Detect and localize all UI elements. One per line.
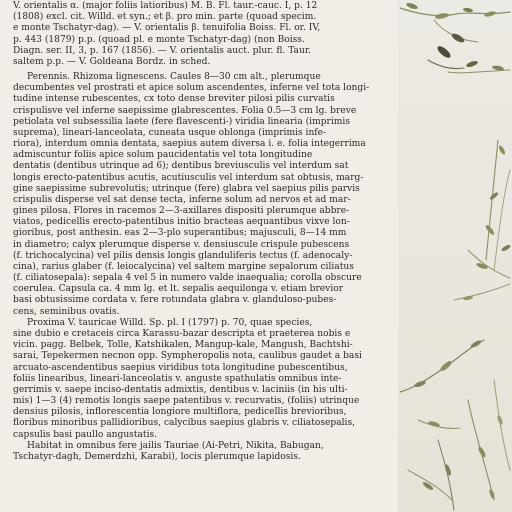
text-line: gine saepissime subrevolutis; utrinque (fere) glabra vel saepius pilis parvis (13, 183, 360, 194)
text-line: vicin. pagg. Belbek, Tolle, Katshikalen, Mangup-kale, Mangush, Bachtshi- (13, 340, 353, 351)
text-line: floribus minoribus pallidioribus, calycibus saepius glabris v. ciliatosepalis, (13, 418, 356, 429)
text-line: e monte Tschatyr-dag). — V. orientalis β. tenuifolia Boiss. Fl. or. IV, (13, 23, 321, 34)
text-line: Habitat in omnibus fere jailis Tauriae (Ai-Petri, Nikita, Babugan, (27, 440, 324, 451)
text-line: (f. trichocalycina) vel pilis densis longis glanduliferis tectus (f. adenocaly- (13, 250, 353, 261)
text-line: dentatis (dentibus utrinque ad 6); dentibus breviusculis vel interdum sat (13, 161, 349, 172)
plant-specimen-illustration (398, 0, 512, 512)
text-line: crispulis disperse vel sat dense tecta, inferne solum ad nervos et ad mar- (13, 194, 351, 205)
text-line: coerulea. Capsula ca. 4 mm lg. et lt. sepalis aequilonga v. etiam brevior (13, 284, 344, 295)
text-line: viatos, pedicellis erecto-patentibus initio bracteas aequantibus vixve lon- (13, 217, 350, 228)
text-line: sarai, Tepekermen necnon opp. Sympheropolis nota, caulibus gaudet a basi (13, 351, 362, 362)
text-line: (f. ciliatosepala): sepala 4 vel 5 in numero valde inaequalia; corolla obscure (13, 273, 362, 284)
text-line: arcuato-ascendentibus saepius viridibus tota longitudine pubescentibus, (13, 362, 348, 373)
text-line: gioribus, post anthesin. eas 2—3-plo superantibus; majusculi, 8—14 mm (13, 228, 347, 239)
document-text (13, 1, 391, 463)
text-line: basi obtusissime cordata v. fere rotundata glabra v. glanduloso-pubes- (13, 295, 337, 306)
text-line: Tschatyr-dagh, Demerdzhi, Karabi), locis plerumque lapidosis. (13, 451, 301, 462)
text-line: suprema), lineari-lanceolata, cuneata usque oblonga (imprimis infe- (13, 127, 327, 138)
text-line: mis) 1—3 (4) remotis longis saepe patentibus v. recurvatis, (foliis) utrinque (13, 396, 360, 407)
text-line: riora), interdum omnia dentata, saepius autem diversa i. e. folia integerrima (13, 139, 366, 150)
text-line: Perennis. Rhizoma lignescens. Caules 8—30 cm alt., plerumque (27, 72, 321, 83)
text-line: capsulis basi paullo angustatis. (13, 429, 158, 440)
text-line: gines pilosa. Flores in racemos 2—3-axillares dispositi plerumque abbre- (13, 206, 350, 217)
text-line: decumbentes vel prostrati et apice solum ascendentes, inferne vel tota longi- (13, 83, 370, 94)
text-line: sine dubio e cretaceis circa Karassu-bazar descripta et praeterea nobis e (13, 328, 351, 339)
text-line: Diagn. ser. II, 3, p. 167 (1856). — V. orientalis auct. plur. fl. Taur. (13, 45, 312, 56)
text-line: foliis linearibus, lineari-lanceolatis v. anguste spathulatis omnibus inte- (13, 373, 342, 384)
text-line: (1808) excl. cit. Willd. et syn.; et β. pro min. parte (quoad specim. (13, 12, 317, 23)
text-line: cens, seminibus ovatis. (13, 306, 120, 317)
text-line: densius pilosis, inflorescentia longiore multiflora, pedicellis brevioribus, (13, 407, 347, 418)
text-line: petiolata vel subsessilia laete (fere flavescenti-) viridia linearia (imprimis (13, 116, 350, 127)
text-line: V. orientalis α. (major foliis latioribus) M. B. Fl. taur.-cauc. I, p. 12 (13, 1, 318, 11)
text-line: tudine intense rubescentes, cx toto dense breviter pilosi pilis curvatis (13, 94, 335, 105)
text-line: longis erecto-patentibus acutis, acutiusculis vel interdum sat obtusis, marg- (13, 172, 364, 183)
text-line: p. 443 (1879) p.p. (quoad pl. e monte Tschatyr-dag) (non Boiss. (13, 34, 305, 45)
text-line: in diametro; calyx plerumque disperse v. densiuscule crispule pubescens (13, 239, 350, 250)
text-line: Proxima V. tauricae Willd. Sp. pl. I (1797) p. 70, quae species, (27, 317, 313, 328)
herbarium-specimen (398, 0, 512, 512)
text-line: saltem p.p. — V. Goldeana Bordz. in sched. (13, 56, 211, 67)
text-line: cina), rarius glaber (f. leiocalycina) vel saltem margine sepalorum ciliatus (13, 261, 354, 272)
text-line: admiscuntur foliis apice solum paucidentatis vel tota longitudine (13, 150, 313, 161)
text-line: gerrimis v. saepe inciso-dentatis admixtis, dentibus v. laciniis (in his ulti- (13, 384, 348, 395)
text-line: crispulisve vel inferne saepissime glabrescentes. Folia 0.5—3 cm lg. breve (13, 105, 357, 116)
